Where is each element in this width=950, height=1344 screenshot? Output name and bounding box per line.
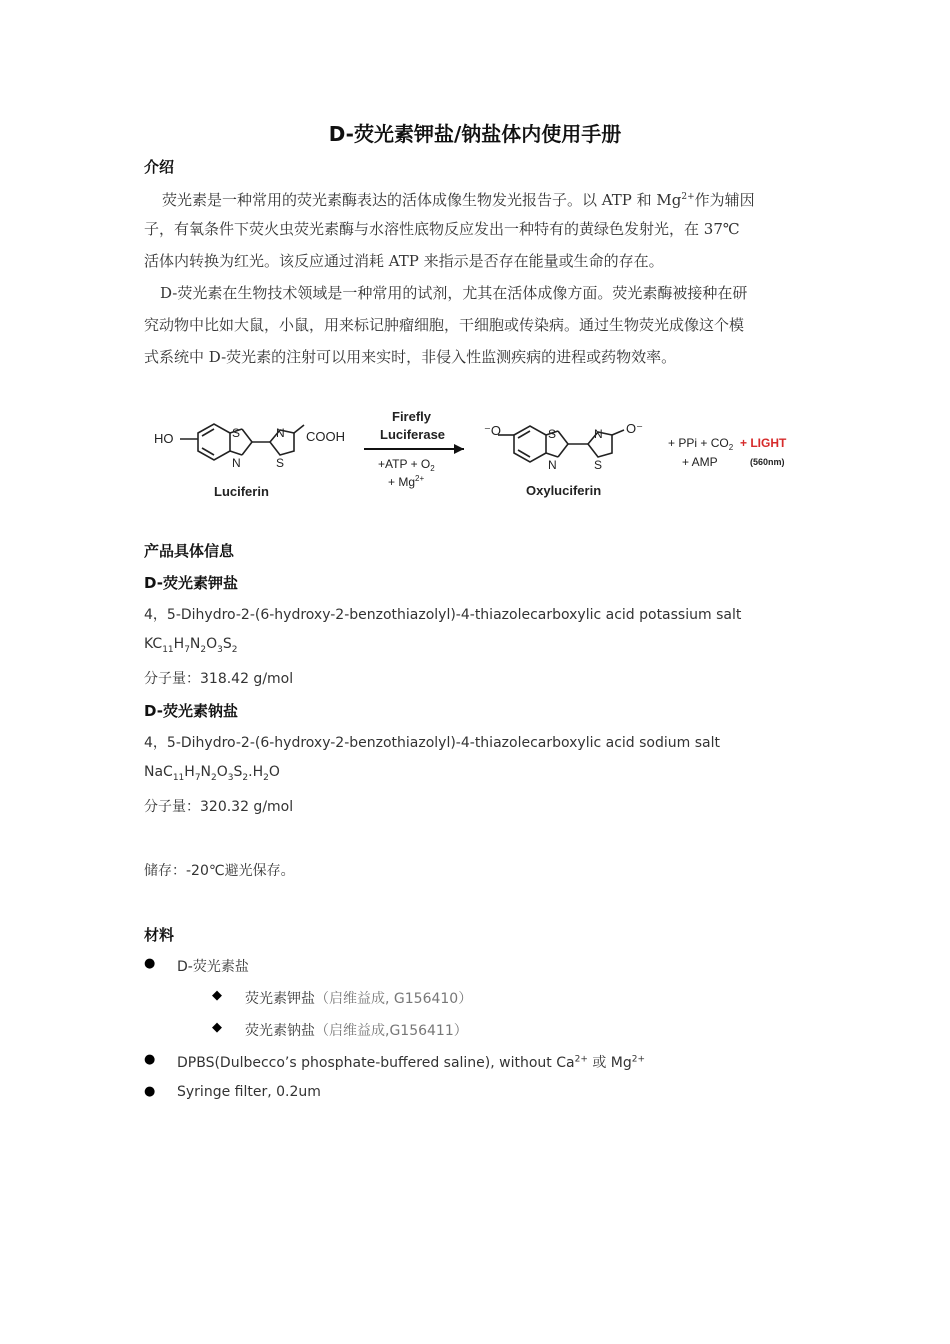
cofactor-line-1: $+ATP + O_2$: [378, 457, 435, 473]
sodium-mw: 分子量：320.32 g/mol: [144, 799, 294, 815]
intro-p2-line1: D-荧光素在生物技术领域是一种常用的试剂，尤其在活体成像方面。荧光素酶被接种在研: [160, 284, 748, 302]
sodium-formula: $NaC_{11}H_7N_2O_3S_2.H_2O$: [144, 764, 280, 783]
luciferin-structure: [180, 424, 304, 460]
luciferin-s2-label: S: [276, 456, 285, 470]
intro-p1-line1a: 荧光素是一种常用的荧光素酶表达的活体成像生物发光报告子。以 ATP 和 Mg: [162, 191, 682, 209]
luciferin-n-label: N: [232, 456, 241, 470]
potassium-mw: 分子量：318.42 g/mol: [144, 671, 294, 687]
diamond-bullet-icon: ◆: [212, 988, 222, 1003]
enzyme-line-1: Firefly: [392, 409, 432, 424]
light-label: + LIGHT: [740, 436, 787, 450]
byproduct-line-2: + AMP: [682, 455, 718, 469]
intro-p1-line2: 子，有氧条件下荧火虫荧光素酶与水溶性底物反应发出一种特有的黄绿色发射光，在 37℃: [144, 220, 740, 238]
reaction-arrow-head: [454, 444, 464, 454]
intro-paragraph-1: [144, 181, 808, 216]
page-title: D-荧光素钾盐/钠盐体内使用手册: [328, 122, 622, 146]
bullet-icon: ●: [144, 956, 156, 971]
material-item-1: D-荧光素盐: [177, 959, 249, 975]
diamond-bullet-icon: ◆: [212, 1020, 222, 1035]
luciferase-reaction-diagram: [144, 375, 808, 530]
oxy-s2-label: S: [594, 458, 603, 472]
product-name: Oxyluciferin: [526, 483, 602, 498]
sodium-chemical-name: 4，5-Dihydro-2-(6-hydroxy-2-benzothiazolyl)-4-thiazolecarboxylic acid sodium salt: [144, 735, 720, 751]
bullet-icon: ●: [144, 1084, 156, 1099]
intro-heading: 介绍: [144, 158, 175, 176]
storage-note: 储存：-20℃避光保存。: [144, 863, 295, 879]
material-subitem-1: 荧光素钾盐（启维益成, G156410）: [245, 991, 473, 1007]
oxyluciferin-structure: [498, 426, 624, 462]
luciferin-ho-label: HO: [154, 431, 174, 446]
cofactor-line-2: + $Mg^{2+}$: [388, 474, 425, 489]
oxy-n2-label: N: [594, 427, 603, 441]
enzyme-line-2: Luciferase: [380, 427, 446, 442]
luciferin-n2-label: N: [276, 426, 285, 440]
materials-heading: 材料: [144, 926, 175, 944]
oxyluciferin-o-left: ⁻O: [484, 423, 501, 438]
reactant-name: Luciferin: [214, 484, 269, 499]
sodium-heading: D-荧光素钠盐: [144, 702, 238, 720]
intro-p1-line1b: 作为辅因: [694, 191, 755, 209]
potassium-formula: $KC_{11}H_7N_2O_3S_2$: [144, 636, 238, 655]
intro-p2-line3: 式系统中 D-荧光素的注射可以用来实时，非侵入性监测疾病的进程或药物效率。: [144, 348, 677, 366]
luciferin-s-label: S: [232, 426, 241, 440]
potassium-chemical-name: 4，5-Dihydro-2-(6-hydroxy-2-benzothiazolyl)-4-thiazolecarboxylic acid potassium salt: [144, 607, 742, 623]
wavelength-label: (560nm): [750, 457, 785, 467]
intro-p1-line3: 活体内转换为红光。该反应通过消耗 ATP 来指示是否存在能量或生命的存在。: [144, 252, 664, 270]
potassium-heading: D-荧光素钾盐: [144, 574, 238, 592]
intro-p2-line2: 究动物中比如大鼠，小鼠，用来标记肿瘤细胞，干细胞或传染病。通过生物荧光成像这个模: [144, 316, 745, 334]
byproduct-line-1: + PPi + $CO_2$: [668, 436, 734, 452]
luciferin-cooh-label: COOH: [306, 429, 345, 444]
oxyluciferin-o-right: O⁻: [626, 421, 643, 436]
oxy-n-label: N: [548, 458, 557, 472]
intro-p1-sup: 2+: [681, 192, 695, 202]
bullet-icon: ●: [144, 1052, 156, 1067]
material-subitem-2: 荧光素钠盐（启维益成,G156411）: [245, 1023, 468, 1039]
product-info-heading: 产品具体信息: [144, 542, 235, 560]
material-item-2: DPBS(Dulbecco’s phosphate-buffered saline), without $Ca^{2+}$ 或 $Mg^{2+}$: [177, 1054, 646, 1071]
material-item-3: Syringe filter, 0.2um: [177, 1084, 321, 1100]
oxy-s-label: S: [548, 427, 557, 441]
